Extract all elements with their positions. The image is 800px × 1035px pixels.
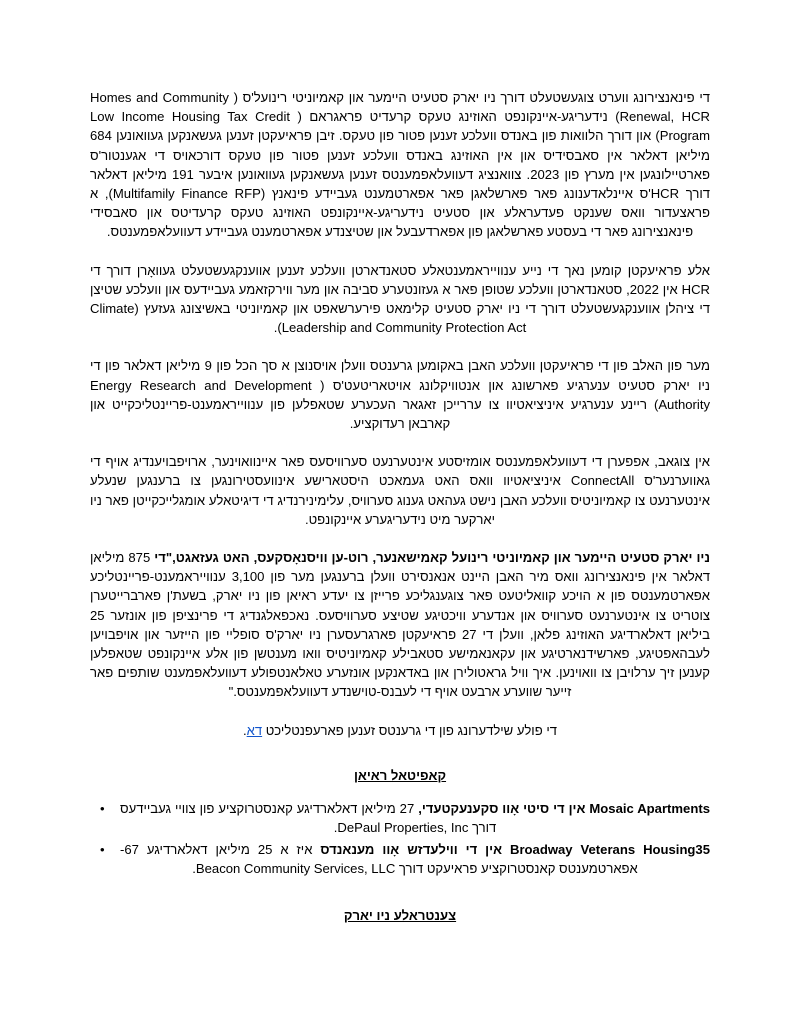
quote-attribution: ניו יארק סטעיט היימער און קאמיוניטי רינועל קאמישאנער, רוט-ען וויסנאָסקעס, האט געזאגט, xyxy=(172,550,710,566)
project-name-bold: Broadway Veterans Housing35 אין די ווילעדזש אָוו מענאנדס xyxy=(320,841,710,857)
paragraph-internet-services: אין צוגאב, אפפערן די דעוועלאפמענטס אומזיסטע אינטערנעט סערוויסעס פאר איינוואוינער, ארויפבויענדיג אויף די גאווערנער'ס ConnectAll איניציאטיוו וואס האט געמאכט היסטארישע אינוועסטירונגען צו ברענגען שנעלע אינטערנעט צו קאמיוניטיס וועלכע האבן נישט געהאט גענוג סערוויס, עלימינירנדיג די דיגיטאלע אומגלייכקייטן פאר ניו יארקער מיט נידעריגערע איינקונפט. xyxy=(90,454,710,527)
paragraph-financing-overview: די פינאנצירונג ווערט צוגעשטעלט דורך ניו יארק סטעיט היימער און קאמיוניטי רינועל'ס ( Homes and Community Renewal, HCR) נידעריגע-איינקונפט האוזינג טעקס קרעדיט פראגראם ( Low Income Housing Tax Credit Program) און דורך הלוואות פון באנדס וועלכע זענען פטור פון טעקס. זיבן פראיעקטן זענען געשאנקען געוואונען 684 מיליאן דאלאר אין סאבסידיס און אין האוזינג באנדס וועלכע זענען פטור פון טעקס דורכאויס די אגענטור'ס פארטיילונגען אין מערץ פון 2023. צוואנציג דעוועלאפמענטס זענען געשאנקען געוואונען איבער 191 מיליאן דאלאר דורך HCR'ס איינלאדענונג פאר פארשלאגן פאר אפארטמענט געביידע פינאנץ (Multifamily Finance RFP), א פראצעדור וואס שענקט פעדעראלע און סטעיט נידעריגע-איינקונפט האוזינג טעקס קרעדיטס און סאבסידי פינאנצירונג פאר די בעסטע פארשלאגן פון אפארדעבעל און שטיצנדע אפארטמענט געביידע דעוועלאפמענטס. xyxy=(90,90,711,240)
full-description-note xyxy=(90,721,710,740)
heading-capital-region: קאפיטאל ראיאן xyxy=(353,767,447,783)
paragraph-commissioner-quote xyxy=(90,548,710,702)
project-description: 27 מיליאן דאלארדיגע קאנסטרוקציע פון צוויי געביידעס דורך DePaul Properties, Inc. xyxy=(120,801,497,836)
list-item xyxy=(90,799,710,837)
bullet-point-icon: • xyxy=(100,841,105,857)
heading-central-new-york: צענטראלע ניו יארק xyxy=(343,907,457,923)
note-text-after-link: . xyxy=(243,722,247,738)
paragraph-environmental-standards: אלע פראיעקטן קומען נאך די נייע ענווייראמענטאלע סטאנדארטן וועלכע זענען אווענקגעשטעלט געוואָרן דורך די HCR אין 2022, סטאנדארטן וועלכע שטופן פאר א געזונטערע סביבה און מער ווירקזאמע געביידעס און וועלכע שטיצן די ציהלן אווענקגעשטעלט דורך די ניו יארק סטעיט קלימאט פירערשאפט און קאמיוניטי באשיצונג געזעץ (Climate Leadership and Community Protection Act). xyxy=(90,262,710,336)
project-description: איז א 25 מיליאן דאלארדיגע 67-אפארטמענטס קאנסטרוקציע פראיעקט דורך Beacon Community Services, LLC. xyxy=(120,841,638,876)
note-text-before-link: די פולע שילדערונג פון די גרענטס זענען פארעפנטליכט xyxy=(262,722,557,738)
list-item xyxy=(90,840,710,878)
bullet-point-icon: • xyxy=(100,801,105,817)
project-list xyxy=(90,799,710,878)
quote-body: 875 מיליאן דאלאר אין פינאנצירונג וואס מיר האבן היינט אנאנסירט וועלן ברענגען מער פון 3,100 ענווייראמענט-פריינטליכע אפארטמענטס פון א הויכע קוואליטעט פאר צוגענגליכע פרייזן צו יעדע ראיאן פון ניו יארק, בשעת'ן פארברייטערן צוטריט צו אינטערנעט סערוויס און אנדערע וויכטיגע שטיצע סערוויסעס. נאכפאלגנדיג די פרינציפן פון אונזער 25 ביליאן דאלארדיגע האוזינג פלאן, וועלן די 27 פראיעקטן פארגרעסערן ניו יארק'ס סופליי פון הייזער און אויפבויען לעבהאפטיגע, פארשידנארטיגע און עקאנאמישע סטאבילע קאמיוניטיס וואו מענטשן פון אלע איינקונפט שטאפלען קענען זיך ערלויבן צו וואוינען. איך וויל גראטולירן און באדאנקען אונזערע טאלאנטפולע דעוועלאפמענט שותפים פאר זייער שווערע ארבעט אויף די לעבנס-טוישנדע דעוועלאפמענטס." xyxy=(90,550,710,700)
document-body xyxy=(90,88,710,925)
paragraph-nyserda-clean-energy: מער פון האלב פון די פראיעקטן וועלכע האבן באקומען גרענטס וועלן אויסנוצן א סך הכל פון 9 מיליאן דאלאר פון די ניו יארק סטעיט ענערגיע פארשונג און אנטוויקלונג אויטאריטעט'ס ( Energy Research and Development Authority) ריינע ענערגיע איניציאטיוו צו עררייכן זאגאר העכערע שטאפלען פון ענווייראמענט-פריינטליכקייט און קארבאן רעדוקציע. xyxy=(90,358,711,432)
full-description-link[interactable]: דא xyxy=(246,722,263,738)
quote-open-lead: "די xyxy=(154,550,173,566)
project-name-bold: Mosaic Apartments אין די סיטי אָוו סקענעקטעדי, xyxy=(418,801,710,817)
